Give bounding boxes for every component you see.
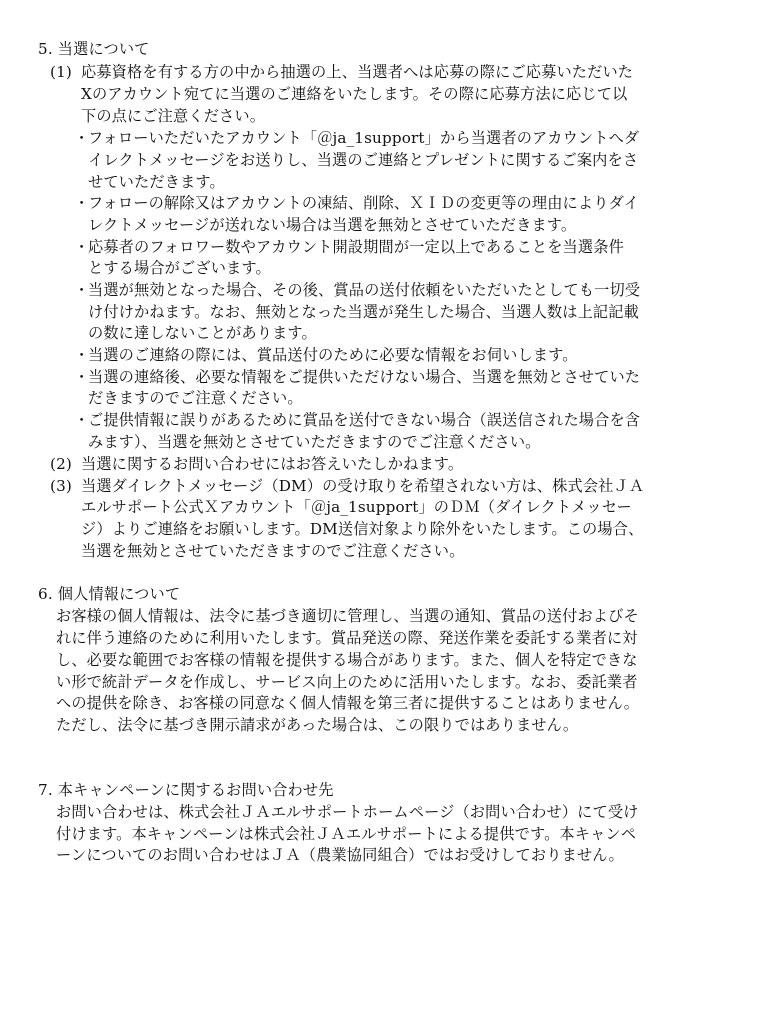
- section-6-line-2: れに伴う連絡のために利用いたします。賞品発送の際、発送作業を委託する業者に対: [56, 629, 638, 647]
- bullet-4-line-1: 当選が無効となった場合、その後、賞品の送付依頼をいただいたとしても一切受: [88, 281, 641, 299]
- bullet-2-line-1: フォローの解除又はアカウントの凍結、削除、ＸＩＤの変更等の理由によりダイ: [88, 194, 639, 212]
- bullet-1-line-3: せていただきます。: [88, 173, 225, 191]
- section-6-line-1: お客様の個人情報は、法令に基づき適切に管理し、当選の通知、賞品の送付およびそ: [56, 607, 639, 625]
- bullet-6-line-1: 当選の連絡後、必要な情報をご提供いただけない場合、当選を無効とさせていた: [88, 368, 641, 386]
- bullet-3-line-2: とする場合がございます。: [88, 259, 271, 277]
- bullet-5-line-1: 当選のご連絡の際には、賞品送付のために必要な情報をお伺いします。: [88, 346, 578, 364]
- section-5-heading: 5. 当選について: [38, 40, 150, 58]
- item-3-number: (3): [50, 477, 72, 495]
- section-6-line-4: い形で統計データを作成し、サービス向上のために活用いたします。なお、委託業者: [56, 673, 638, 691]
- section-7-line-3: ーンについてのお問い合わせはＪＡ（農業協同組合）ではお受けしておりません。: [56, 846, 624, 864]
- bullet-6-mark: ・: [74, 368, 90, 386]
- bullet-7-line-2: みます）、当選を無効とさせていただきますのでご注意ください。: [88, 433, 541, 451]
- bullet-2-line-2: レクトメッセージが送れない場合は当選を無効とさせていただきます。: [88, 216, 577, 234]
- bullet-7-line-1: ご提供情報に誤りがあるために賞品を送付できない場合（誤送信された場合を含: [88, 411, 641, 429]
- bullet-1-mark: ・: [74, 129, 90, 147]
- bullet-1-line-1: フォローいただいたアカウント「＠ja_1support」から当選者のアカウントへダ: [88, 129, 640, 147]
- item-1-line-1: 応募資格を有する方の中から抽選の上、当選者へは応募の際にご応募いただいた: [81, 63, 634, 81]
- bullet-2-mark: ・: [74, 194, 90, 212]
- section-7-line-1: お問い合わせは、株式会社ＪＡエルサポートホームページ（お問い合わせ）にて受け: [56, 803, 639, 821]
- bullet-3-mark: ・: [74, 238, 90, 256]
- section-7-heading: 7. 本キャンペーンに関するお問い合わせ先: [38, 781, 334, 799]
- bullet-3-line-1: 応募者のフォロワー数やアカウント開設期間が一定以上であることを当選条件: [88, 238, 624, 256]
- section-6-heading: 6. 個人情報について: [38, 585, 181, 603]
- item-3-line-3: ジ）よりご連絡をお願いします。DM送信対象より除外をいたします。この場合、: [81, 520, 644, 538]
- item-1-line-2: Xのアカウント宛てに当選のご連絡をいたします。その際に応募方法に応じて以: [81, 85, 628, 103]
- item-2-line-1: 当選に関するお問い合わせにはお答えいたしかねます。: [81, 455, 464, 473]
- item-3-line-2: エルサポート公式Ｘアカウント「＠ja_1support」のＤＭ（ダイレクトメッセー: [81, 498, 632, 516]
- item-3-line-1: 当選ダイレクトメッセージ（DM）の受け取りを希望されない方は、株式会社ＪＡ: [81, 477, 645, 495]
- item-2-number: (2): [50, 455, 72, 473]
- section-6-line-3: し、必要な範囲でお客様の情報を提供する場合があります。また、個人を特定できな: [56, 651, 638, 669]
- item-1-line-3: 下の点にご注意ください。: [81, 107, 266, 125]
- bullet-4-line-3: の数に達しないことがあります。: [88, 324, 317, 342]
- section-6-line-5: への提供を除き、お客様の同意なく個人情報を第三者に提供することはありません。: [56, 694, 640, 712]
- bullet-7-mark: ・: [74, 411, 90, 429]
- section-6-line-6: ただし、法令に基づき開示請求があった場合は、この限りではありません。: [56, 716, 579, 734]
- bullet-1-line-2: イレクトメッセージをお送りし、当選のご連絡とプレゼントに関するご案内をさ: [88, 151, 639, 169]
- bullet-6-line-2: だきますのでご注意ください。: [88, 389, 303, 407]
- item-1-number: (1): [50, 63, 72, 81]
- item-3-line-4: 当選を無効とさせていただきますのでご注意ください。: [81, 542, 465, 560]
- bullet-5-mark: ・: [74, 346, 90, 364]
- section-7-line-2: 付けます。本キャンペーンは株式会社ＪＡエルサポートによる提供です。本キャンペ: [56, 825, 637, 843]
- bullet-4-mark: ・: [74, 281, 90, 299]
- bullet-4-line-2: け付けかねます。なお、無効となった当選が発生した場合、当選人数は上記記載: [88, 303, 639, 321]
